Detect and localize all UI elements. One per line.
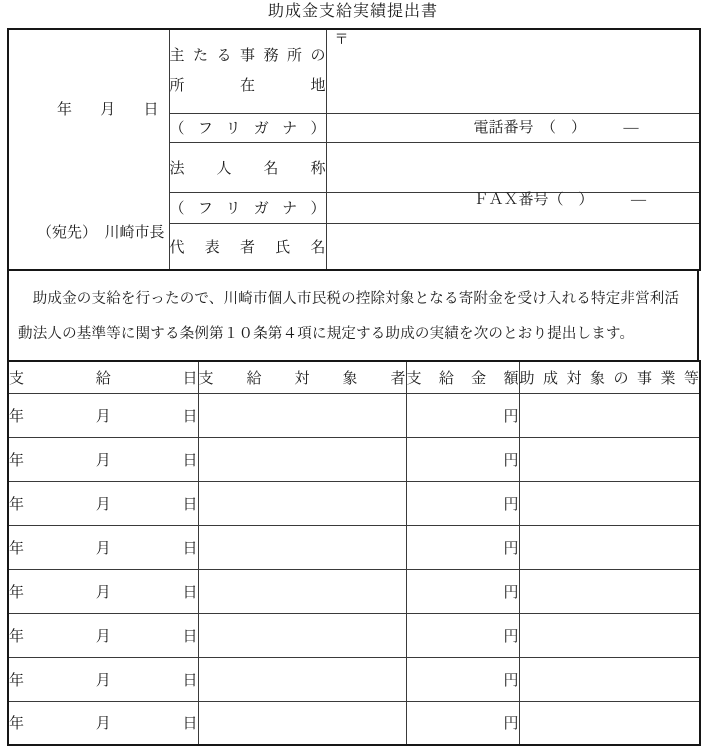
left-header-cell bbox=[8, 29, 169, 270]
payment-date-cell[interactable]: 年 月 日 bbox=[8, 701, 198, 745]
office-address-label-line1: 主たる事務所の bbox=[169, 48, 326, 65]
addressee-label: （宛先） 川崎市長 bbox=[37, 224, 165, 241]
office-address-label bbox=[169, 29, 326, 113]
payment-recipient-cell[interactable] bbox=[198, 393, 406, 437]
furigana-label-1: （フリガナ） bbox=[169, 113, 326, 142]
payment-amount-cell[interactable]: 円 bbox=[406, 569, 519, 613]
payment-date-cell[interactable]: 年 月 日 bbox=[8, 525, 198, 569]
phone-fax-block bbox=[474, 68, 647, 260]
payment-project-cell[interactable] bbox=[519, 437, 700, 481]
payment-table-row bbox=[8, 437, 700, 481]
payment-amount-cell[interactable]: 円 bbox=[406, 657, 519, 701]
office-address-label-line2: 所在地 bbox=[169, 78, 326, 95]
submission-date-field[interactable]: 年 月 日 bbox=[57, 101, 159, 118]
payment-table-row bbox=[8, 569, 700, 613]
payment-table-row bbox=[8, 657, 700, 701]
applicant-info-table bbox=[7, 28, 701, 271]
payment-project-cell[interactable] bbox=[519, 393, 700, 437]
form-title: 助成金支給実績提出書 bbox=[267, 3, 438, 20]
payment-table-header-row bbox=[8, 361, 700, 393]
payment-table-body bbox=[8, 393, 700, 745]
payment-project-header: 助成対象の事業等 bbox=[519, 361, 700, 393]
payment-recipient-header: 支給対象者 bbox=[198, 361, 406, 393]
payment-project-cell[interactable] bbox=[519, 613, 700, 657]
payment-date-cell[interactable]: 年 月 日 bbox=[8, 613, 198, 657]
payment-project-cell[interactable] bbox=[519, 701, 700, 745]
telephone-number-field[interactable]: 電話番号 （ ） — bbox=[473, 120, 639, 136]
representative-name-label: 代表者氏名 bbox=[169, 223, 326, 270]
payment-project-cell[interactable] bbox=[519, 525, 700, 569]
payment-table-row bbox=[8, 481, 700, 525]
payment-table-row bbox=[8, 525, 700, 569]
payment-date-cell[interactable]: 年 月 日 bbox=[8, 657, 198, 701]
payment-amount-cell[interactable]: 円 bbox=[406, 525, 519, 569]
payment-recipient-cell[interactable] bbox=[198, 437, 406, 481]
payment-date-cell[interactable]: 年 月 日 bbox=[8, 437, 198, 481]
payment-recipient-cell[interactable] bbox=[198, 613, 406, 657]
payment-project-cell[interactable] bbox=[519, 481, 700, 525]
furigana-label-2: （フリガナ） bbox=[169, 192, 326, 223]
payment-date-cell[interactable]: 年 月 日 bbox=[8, 569, 198, 613]
payment-amount-cell[interactable]: 円 bbox=[406, 481, 519, 525]
notice-paragraph: 助成金の支給を行ったので、川崎市個人市民税の控除対象となる寄附金を受け入れる特定非営利活動法人の基準等に関する条例第１０条第４項に規定する助成の実績を次のとおり提出します。 bbox=[7, 271, 699, 360]
payment-project-cell[interactable] bbox=[519, 657, 700, 701]
payment-project-cell[interactable] bbox=[519, 569, 700, 613]
payment-recipient-cell[interactable] bbox=[198, 569, 406, 613]
corporate-name-label: 法人名称 bbox=[169, 142, 326, 192]
payment-amount-cell[interactable]: 円 bbox=[406, 613, 519, 657]
payment-date-cell[interactable]: 年 月 日 bbox=[8, 481, 198, 525]
payment-recipient-cell[interactable] bbox=[198, 525, 406, 569]
payment-table-row bbox=[8, 613, 700, 657]
payment-table-row bbox=[8, 393, 700, 437]
payment-amount-cell[interactable]: 円 bbox=[406, 393, 519, 437]
payment-date-cell[interactable]: 年 月 日 bbox=[8, 393, 198, 437]
payment-date-header: 支給日 bbox=[8, 361, 198, 393]
postal-code-mark: 〒 bbox=[334, 33, 349, 48]
payment-results-table bbox=[7, 360, 701, 746]
payment-table-row bbox=[8, 701, 700, 745]
fax-number-field[interactable]: ＦＡＸ番号（ ） — bbox=[473, 192, 647, 208]
payment-recipient-cell[interactable] bbox=[198, 481, 406, 525]
payment-recipient-cell[interactable] bbox=[198, 657, 406, 701]
payment-recipient-cell[interactable] bbox=[198, 701, 406, 745]
office-address-field[interactable] bbox=[326, 29, 700, 208]
payment-amount-cell[interactable]: 円 bbox=[406, 701, 519, 745]
payment-amount-header: 支給金額 bbox=[406, 361, 519, 393]
payment-amount-cell[interactable]: 円 bbox=[406, 437, 519, 481]
